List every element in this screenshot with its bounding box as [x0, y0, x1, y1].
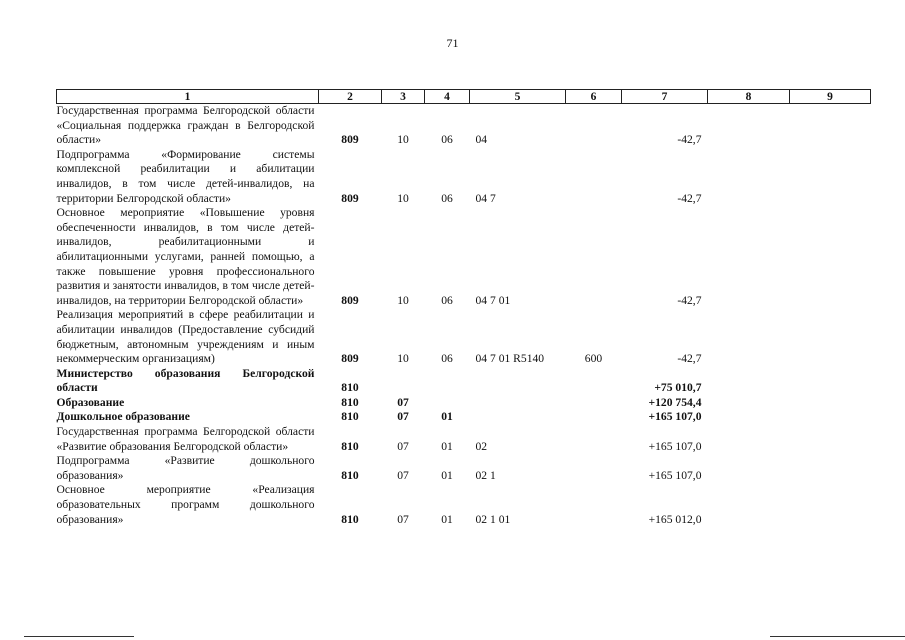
row-name: Дошкольное образование	[56, 410, 190, 424]
row-subsection-code	[425, 396, 470, 411]
row-target-item: 02 1 01	[475, 512, 511, 526]
row-target-item: 04 7 01	[475, 293, 511, 307]
row-name: Государственная программа Белгородской области «Развитие образования Белгородской области»	[56, 425, 315, 453]
row-subsection-code	[425, 367, 470, 396]
row-col8	[708, 396, 790, 411]
row-section-code: 10	[397, 352, 409, 366]
column-header-9: 9	[790, 90, 871, 104]
row-col8	[708, 206, 790, 308]
row-target-item: 04 7 01 R5140	[475, 352, 545, 366]
row-target-item	[470, 367, 566, 396]
row-subsection-code: 06	[441, 133, 453, 147]
row-expense-type	[566, 483, 622, 527]
row-section-code: 07	[397, 468, 409, 482]
column-header-8: 8	[708, 90, 790, 104]
row-subsection-code: 01	[441, 410, 453, 424]
row-col9	[790, 483, 871, 527]
row-col8	[708, 454, 790, 483]
row-amount: +75 010,7	[654, 381, 702, 395]
bottom-rule-right	[770, 636, 905, 637]
row-subsection-code: 06	[441, 293, 453, 307]
row-target-item	[470, 410, 566, 425]
row-expense-type	[566, 367, 622, 396]
table-row	[57, 308, 871, 366]
table-row	[57, 483, 871, 527]
table-row	[57, 410, 871, 425]
row-expense-type	[566, 410, 622, 425]
row-expense-type	[566, 425, 622, 454]
row-subsection-code: 01	[441, 468, 453, 482]
row-col8	[708, 410, 790, 425]
row-target-item: 04 7	[475, 191, 496, 205]
row-gl-code: 809	[341, 293, 359, 307]
row-name: Основное мероприятие «Повышение уровня обеспеченности инвалидов, в том числе детей-инвалидов, реабилитационными и абилитационными услугами, ранней помощью, а также повышение уровня профессионального развития и занятости инвалидов, в том числе детей-инвалидов, на территории Белгородской области»	[56, 206, 315, 307]
row-amount: +120 754,4	[648, 395, 702, 409]
row-col8	[708, 425, 790, 454]
table-row	[57, 148, 871, 206]
row-gl-code: 809	[341, 191, 359, 205]
row-gl-code: 809	[341, 352, 359, 366]
row-amount: -42,7	[677, 191, 702, 205]
row-gl-code: 810	[341, 395, 359, 409]
row-subsection-code: 06	[441, 191, 453, 205]
row-col8	[708, 104, 790, 148]
row-expense-type	[566, 206, 622, 308]
row-gl-code: 810	[341, 410, 359, 424]
row-col9	[790, 367, 871, 396]
row-col9	[790, 396, 871, 411]
table-body	[57, 104, 871, 528]
row-section-code: 10	[397, 133, 409, 147]
row-gl-code: 810	[341, 381, 359, 395]
row-name: Основное мероприятие «Реализация образовательных программ дошкольного образования»	[56, 483, 315, 526]
row-col9	[790, 425, 871, 454]
row-expense-type	[566, 104, 622, 148]
table-row	[57, 206, 871, 308]
row-col8	[708, 483, 790, 527]
row-col9	[790, 308, 871, 366]
row-name: Реализация мероприятий в сфере реабилитации и абилитации инвалидов (Предоставление субсидий бюджетным, автономным учреждениям и иным некоммерческим организациям)	[56, 308, 315, 366]
row-expense-type	[566, 396, 622, 411]
row-target-item: 02	[475, 439, 488, 453]
row-amount: -42,7	[677, 133, 702, 147]
column-header-6: 6	[566, 90, 622, 104]
row-expense-type	[566, 454, 622, 483]
row-col8	[708, 308, 790, 366]
row-amount: +165 107,0	[648, 410, 702, 424]
row-name: Государственная программа Белгородской области «Социальная поддержка граждан в Белгородской области»	[56, 104, 315, 147]
row-col8	[708, 148, 790, 206]
table-row	[57, 104, 871, 148]
row-section-code: 07	[397, 439, 409, 453]
row-amount: +165 107,0	[648, 468, 702, 482]
row-gl-code: 809	[341, 133, 359, 147]
column-header-7: 7	[622, 90, 708, 104]
row-gl-code: 810	[341, 512, 359, 526]
row-amount: +165 107,0	[648, 439, 702, 453]
row-target-item: 02 1	[475, 468, 496, 482]
table-row	[57, 454, 871, 483]
column-header-5: 5	[470, 90, 566, 104]
budget-table	[56, 89, 871, 527]
table-row	[57, 367, 871, 396]
row-amount: -42,7	[677, 352, 702, 366]
row-section-code: 07	[397, 395, 409, 409]
row-section-code	[382, 367, 425, 396]
row-target-item	[470, 396, 566, 411]
row-name: Подпрограмма «Развитие дошкольного образования»	[56, 454, 315, 482]
row-gl-code: 810	[341, 439, 359, 453]
row-col8	[708, 367, 790, 396]
page-number: 71	[446, 36, 459, 50]
row-section-code: 10	[397, 191, 409, 205]
bottom-rule-left	[24, 636, 134, 637]
row-expense-type	[566, 148, 622, 206]
row-section-code: 07	[397, 512, 409, 526]
row-name: Образование	[56, 395, 125, 409]
row-name: Министерство образования Белгородской области	[56, 366, 315, 395]
column-header-2: 2	[319, 90, 382, 104]
row-col9	[790, 410, 871, 425]
table-header-row	[57, 90, 871, 104]
row-gl-code: 810	[341, 468, 359, 482]
row-amount: +165 012,0	[648, 512, 702, 526]
row-col9	[790, 206, 871, 308]
row-section-code: 07	[397, 410, 409, 424]
row-target-item: 04	[475, 133, 488, 147]
row-subsection-code: 06	[441, 352, 453, 366]
row-name: Подпрограмма «Формирование системы комплексной реабилитации и абилитации инвалидов, в том числе детей-инвалидов, на территории Белгородской области»	[56, 147, 315, 205]
row-subsection-code: 01	[441, 439, 453, 453]
row-col9	[790, 454, 871, 483]
row-section-code: 10	[397, 293, 409, 307]
table-row	[57, 396, 871, 411]
column-header-3: 3	[382, 90, 425, 104]
table-row	[57, 425, 871, 454]
column-header-4: 4	[425, 90, 470, 104]
row-expense-type: 600	[584, 352, 603, 366]
column-header-1: 1	[57, 90, 319, 104]
row-subsection-code: 01	[441, 512, 453, 526]
row-amount: -42,7	[677, 293, 702, 307]
row-col9	[790, 104, 871, 148]
row-col9	[790, 148, 871, 206]
